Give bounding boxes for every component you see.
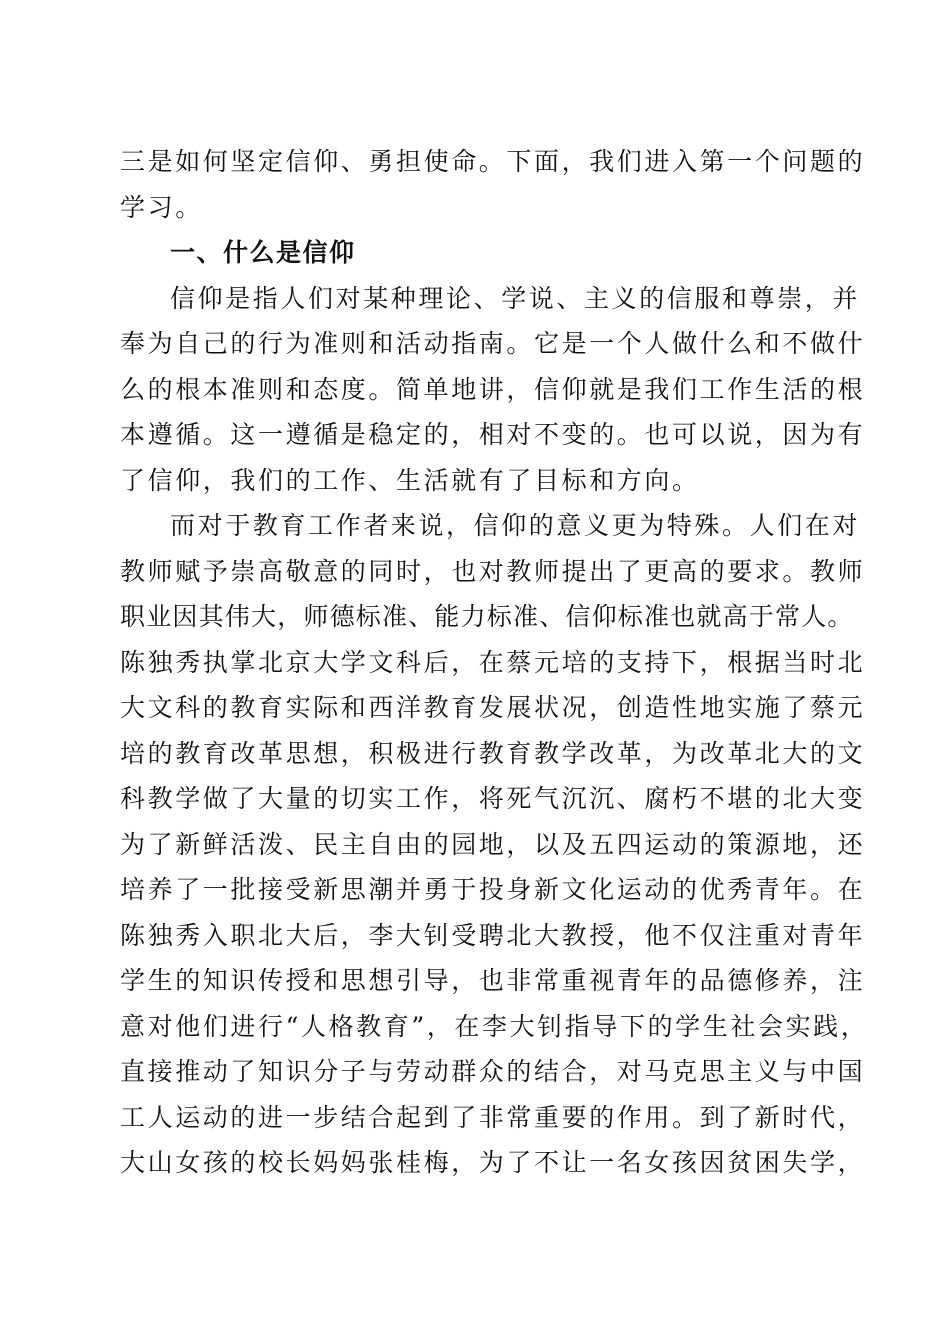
intro-line-1: 三是如何坚定信仰、勇担使命。下面，我们进入第一个问题的 <box>120 147 866 176</box>
body-text <box>120 139 869 1186</box>
paragraph-1-line: 奉为自己的行为准则和活动指南。它是一个人做什么和不做什 <box>120 329 866 358</box>
paragraph-2-line: 而对于教育工作者来说，信仰的意义更为特殊。人们在对 <box>170 511 861 540</box>
intro-line-2: 学习。 <box>120 192 203 222</box>
paragraph-2-line: 意对他们进行“人格教育”，在李大钊指导下的学生社会实践， <box>120 1011 869 1041</box>
paragraph-2-line: 培养了一批接受新思潮并勇于投身新文化运动的优秀青年。在 <box>120 875 866 904</box>
paragraph-2-line: 大文科的教育实际和西洋教育发展状况，创造性地实施了蔡元 <box>120 693 866 722</box>
paragraph-1-line: 信仰是指人们对某种理论、学说、主义的信服和尊崇，并 <box>170 283 861 313</box>
paragraph-2-line: 直接推动了知识分子与劳动群众的结合，对马克思主义与中国 <box>120 1057 866 1086</box>
paragraph-2-line: 工人运动的进一步结合起到了非常重要的作用。到了新时代， <box>120 1102 866 1132</box>
paragraph-2-line: 科教学做了大量的切实工作，将死气沉沉、腐朽不堪的北大变 <box>120 784 866 813</box>
paragraph-2-line: 陈独秀执掌北京大学文科后，在蔡元培的支持下，根据当时北 <box>120 647 866 677</box>
paragraph-2-line: 陈独秀入职北大后，李大钊受聘北大教授，他不仅注重对青年 <box>120 920 866 950</box>
paragraph-2-line: 职业因其伟大，师德标准、能力标准、信仰标准也就高于常人。 <box>120 602 854 631</box>
paragraph-2-line: 为了新鲜活泼、民主自由的园地，以及五四运动的策源地，还 <box>120 829 866 859</box>
paragraph-2-line: 培的教育改革思想，积极进行教育教学改革，为改革北大的文 <box>120 738 866 768</box>
paragraph-1-line: 么的根本准则和态度。简单地讲，信仰就是我们工作生活的根 <box>120 374 866 404</box>
paragraph-1-line: 了信仰，我们的工作、生活就有了目标和方向。 <box>120 465 700 495</box>
paragraph-2-line: 大山女孩的校长妈妈张桂梅，为了不让一名女孩因贫困失学， <box>120 1148 866 1177</box>
paragraph-2-line: 教师赋予崇高敬意的同时，也对教师提出了更高的要求。教师 <box>120 556 866 586</box>
paragraph-1-line: 本遵循。这一遵循是稳定的，相对不变的。也可以说，因为有 <box>120 420 866 449</box>
section-heading: 一、什么是信仰 <box>170 238 356 267</box>
paragraph-2-line: 学生的知识传授和思想引导，也非常重视青年的品德修养，注 <box>120 966 866 995</box>
